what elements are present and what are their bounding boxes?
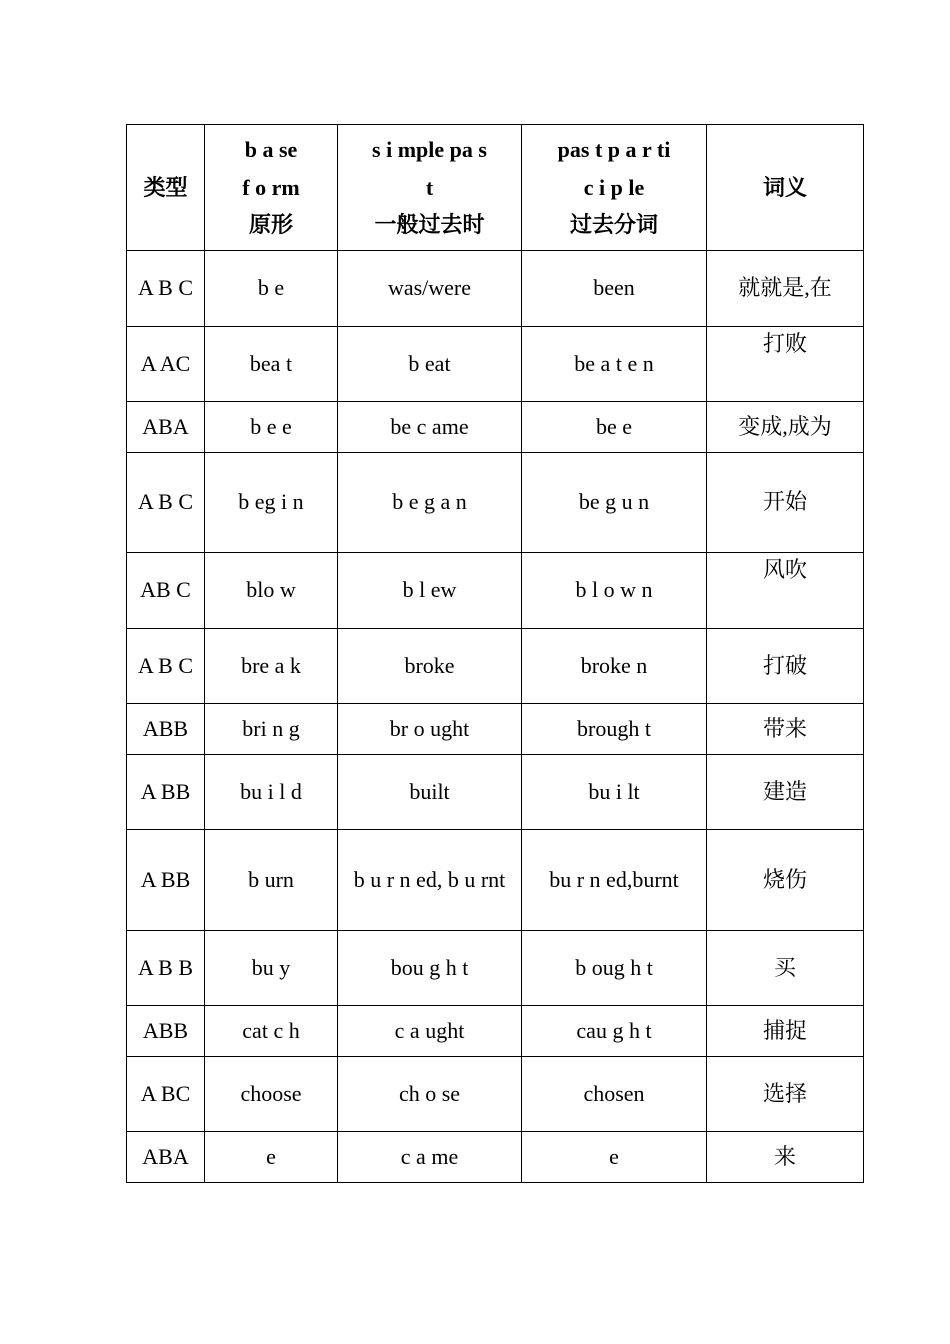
cell-type: A B B <box>127 931 205 1006</box>
table-row <box>127 830 864 931</box>
table-row <box>127 704 864 755</box>
table-row <box>127 453 864 553</box>
irregular-verbs-table <box>126 124 864 1183</box>
cell-meaning: 带来 <box>707 704 864 755</box>
header-pp-line-2: c i p le <box>583 174 645 200</box>
cell-type: A BC <box>127 1057 205 1132</box>
cell-pp: b l o w n <box>522 553 707 629</box>
cell-past: br o ught <box>338 704 522 755</box>
cell-pp: be g u n <box>522 453 707 553</box>
header-past-line-3: 一般过去时 <box>374 212 485 238</box>
cell-pp: broke n <box>522 629 707 704</box>
header-past-line-2: t <box>425 174 434 200</box>
cell-type: A AC <box>127 327 205 402</box>
cell-meaning: 捕捉 <box>707 1006 864 1057</box>
header-base-form <box>205 125 338 251</box>
table-row <box>127 931 864 1006</box>
cell-type: A B C <box>127 453 205 553</box>
header-type <box>127 125 205 251</box>
cell-pp: chosen <box>522 1057 707 1132</box>
cell-past: built <box>338 755 522 830</box>
header-past-line-1: s i mple pa s <box>372 137 487 163</box>
cell-pp: brough t <box>522 704 707 755</box>
cell-meaning: 来 <box>707 1132 864 1183</box>
cell-base: b eg i n <box>205 453 338 553</box>
cell-pp: been <box>522 251 707 327</box>
table-row <box>127 1132 864 1183</box>
cell-base: bri n g <box>205 704 338 755</box>
header-base-line-3: 原形 <box>248 212 293 238</box>
cell-type: A B C <box>127 251 205 327</box>
header-simple-past <box>338 125 522 251</box>
cell-past: b eat <box>338 327 522 402</box>
table-row <box>127 1057 864 1132</box>
table-row <box>127 553 864 629</box>
cell-meaning: 打破 <box>707 629 864 704</box>
cell-pp: e <box>522 1132 707 1183</box>
table-header-row <box>127 125 864 251</box>
cell-pp: b oug h t <box>522 931 707 1006</box>
cell-meaning: 变成,成为 <box>707 402 864 453</box>
cell-base: choose <box>205 1057 338 1132</box>
cell-pp: be a t e n <box>522 327 707 402</box>
header-type-label: 类型 <box>143 174 188 200</box>
table-row <box>127 327 864 402</box>
cell-type: A B C <box>127 629 205 704</box>
cell-base: e <box>205 1132 338 1183</box>
header-pp-line-3: 过去分词 <box>569 212 658 238</box>
cell-meaning: 开始 <box>707 453 864 553</box>
cell-base: b e <box>205 251 338 327</box>
cell-base: bu y <box>205 931 338 1006</box>
cell-type: ABA <box>127 402 205 453</box>
cell-past: broke <box>338 629 522 704</box>
table-row <box>127 755 864 830</box>
cell-type: ABB <box>127 1006 205 1057</box>
cell-meaning: 选择 <box>707 1057 864 1132</box>
cell-past: be c ame <box>338 402 522 453</box>
header-base-line-1: b a se <box>244 137 298 163</box>
cell-meaning: 打败 <box>707 327 864 402</box>
header-base-line-2: f o rm <box>242 174 300 200</box>
cell-past: b u r n ed, b u rnt <box>338 830 522 931</box>
cell-meaning: 买 <box>707 931 864 1006</box>
cell-base: bu i l d <box>205 755 338 830</box>
header-meaning <box>707 125 864 251</box>
cell-type: ABA <box>127 1132 205 1183</box>
table-row <box>127 629 864 704</box>
cell-type: A BB <box>127 830 205 931</box>
cell-pp: bu r n ed,burnt <box>522 830 707 931</box>
cell-past: c a ught <box>338 1006 522 1057</box>
header-past-participle <box>522 125 707 251</box>
cell-meaning: 风吹 <box>707 553 864 629</box>
cell-base: blo w <box>205 553 338 629</box>
header-meaning-label: 词义 <box>762 174 807 200</box>
cell-pp: be e <box>522 402 707 453</box>
cell-past: b l ew <box>338 553 522 629</box>
cell-type: AB C <box>127 553 205 629</box>
cell-base: bre a k <box>205 629 338 704</box>
table-row <box>127 402 864 453</box>
header-pp-line-1: pas t p a r ti <box>557 137 671 163</box>
cell-type: A BB <box>127 755 205 830</box>
cell-meaning: 烧伤 <box>707 830 864 931</box>
cell-past: ch o se <box>338 1057 522 1132</box>
cell-base: b e e <box>205 402 338 453</box>
cell-meaning: 就就是,在 <box>707 251 864 327</box>
cell-past: bou g h t <box>338 931 522 1006</box>
cell-pp: cau g h t <box>522 1006 707 1057</box>
cell-past: was/were <box>338 251 522 327</box>
cell-pp: bu i lt <box>522 755 707 830</box>
cell-base: bea t <box>205 327 338 402</box>
table-row <box>127 251 864 327</box>
table-row <box>127 1006 864 1057</box>
cell-past: c a me <box>338 1132 522 1183</box>
cell-meaning: 建造 <box>707 755 864 830</box>
cell-base: cat c h <box>205 1006 338 1057</box>
cell-past: b e g a n <box>338 453 522 553</box>
cell-base: b urn <box>205 830 338 931</box>
cell-type: ABB <box>127 704 205 755</box>
